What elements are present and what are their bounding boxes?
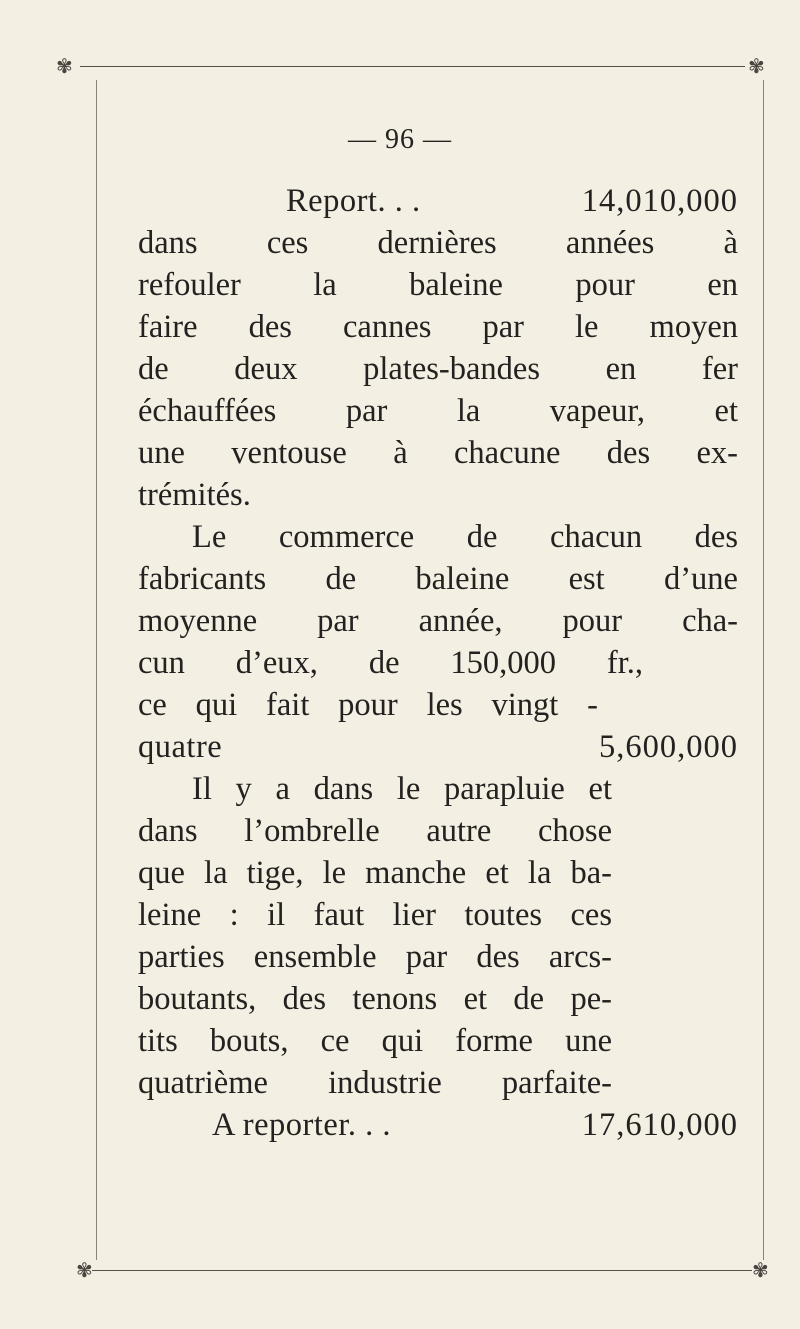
top-frame-rule xyxy=(80,66,745,67)
text-line: trémités. xyxy=(138,477,251,513)
text-line: de deux plates-bandes en fer xyxy=(138,351,738,387)
text-line: dans l’ombrelle autre chose xyxy=(138,813,612,849)
text-line: leine : il faut lier toutes ces xyxy=(138,897,612,933)
text-line: Il y a dans le parapluie et xyxy=(192,771,612,807)
corner-ornament-icon: ✾ xyxy=(56,54,73,78)
page-number: — 96 — xyxy=(348,124,452,155)
text-line: cun d’eux, de 150,000 fr., xyxy=(138,645,643,681)
text-line: parties ensemble par des arcs- xyxy=(138,939,612,975)
carry-amount: 17,610,000 xyxy=(581,1107,738,1143)
text-line: dans ces dernières années à xyxy=(138,225,738,261)
text-line: fabricants de baleine est d’une xyxy=(138,561,738,597)
corner-ornament-icon: ✾ xyxy=(752,1258,769,1282)
left-frame-rule xyxy=(96,80,97,1260)
body-text xyxy=(138,180,738,1146)
text-line: faire des cannes par le moyen xyxy=(138,309,738,345)
text-line: Le commerce de chacun des xyxy=(192,519,738,555)
text-line: que la tige, le manche et la ba- xyxy=(138,855,612,891)
text-line: une ventouse à chacune des ex- xyxy=(138,435,738,471)
text-line: tits bouts, ce qui forme une xyxy=(138,1023,612,1059)
corner-ornament-icon: ✾ xyxy=(748,54,765,78)
text-line: boutants, des tenons et de pe- xyxy=(138,981,612,1017)
bottom-frame-rule xyxy=(92,1270,752,1271)
report-line xyxy=(138,180,738,222)
quatre-label: quatre xyxy=(138,729,223,765)
text-line: ce qui fait pour les vingt - xyxy=(138,687,598,723)
carry-label: A reporter. . . xyxy=(212,1107,391,1143)
corner-ornament-icon: ✾ xyxy=(76,1258,93,1282)
text-line: refouler la baleine pour en xyxy=(138,267,738,303)
carry-line xyxy=(138,1104,738,1146)
quatre-amount: 5,600,000 xyxy=(599,729,738,765)
text-line: échauffées par la vapeur, et xyxy=(138,393,738,429)
right-frame-rule xyxy=(763,80,764,1260)
quatre-line xyxy=(138,726,738,768)
report-amount: 14,010,000 xyxy=(581,183,738,219)
text-line: quatrième industrie parfaite- xyxy=(138,1065,612,1101)
report-label: Report. . . xyxy=(286,183,421,219)
text-line: moyenne par année, pour cha- xyxy=(138,603,738,639)
